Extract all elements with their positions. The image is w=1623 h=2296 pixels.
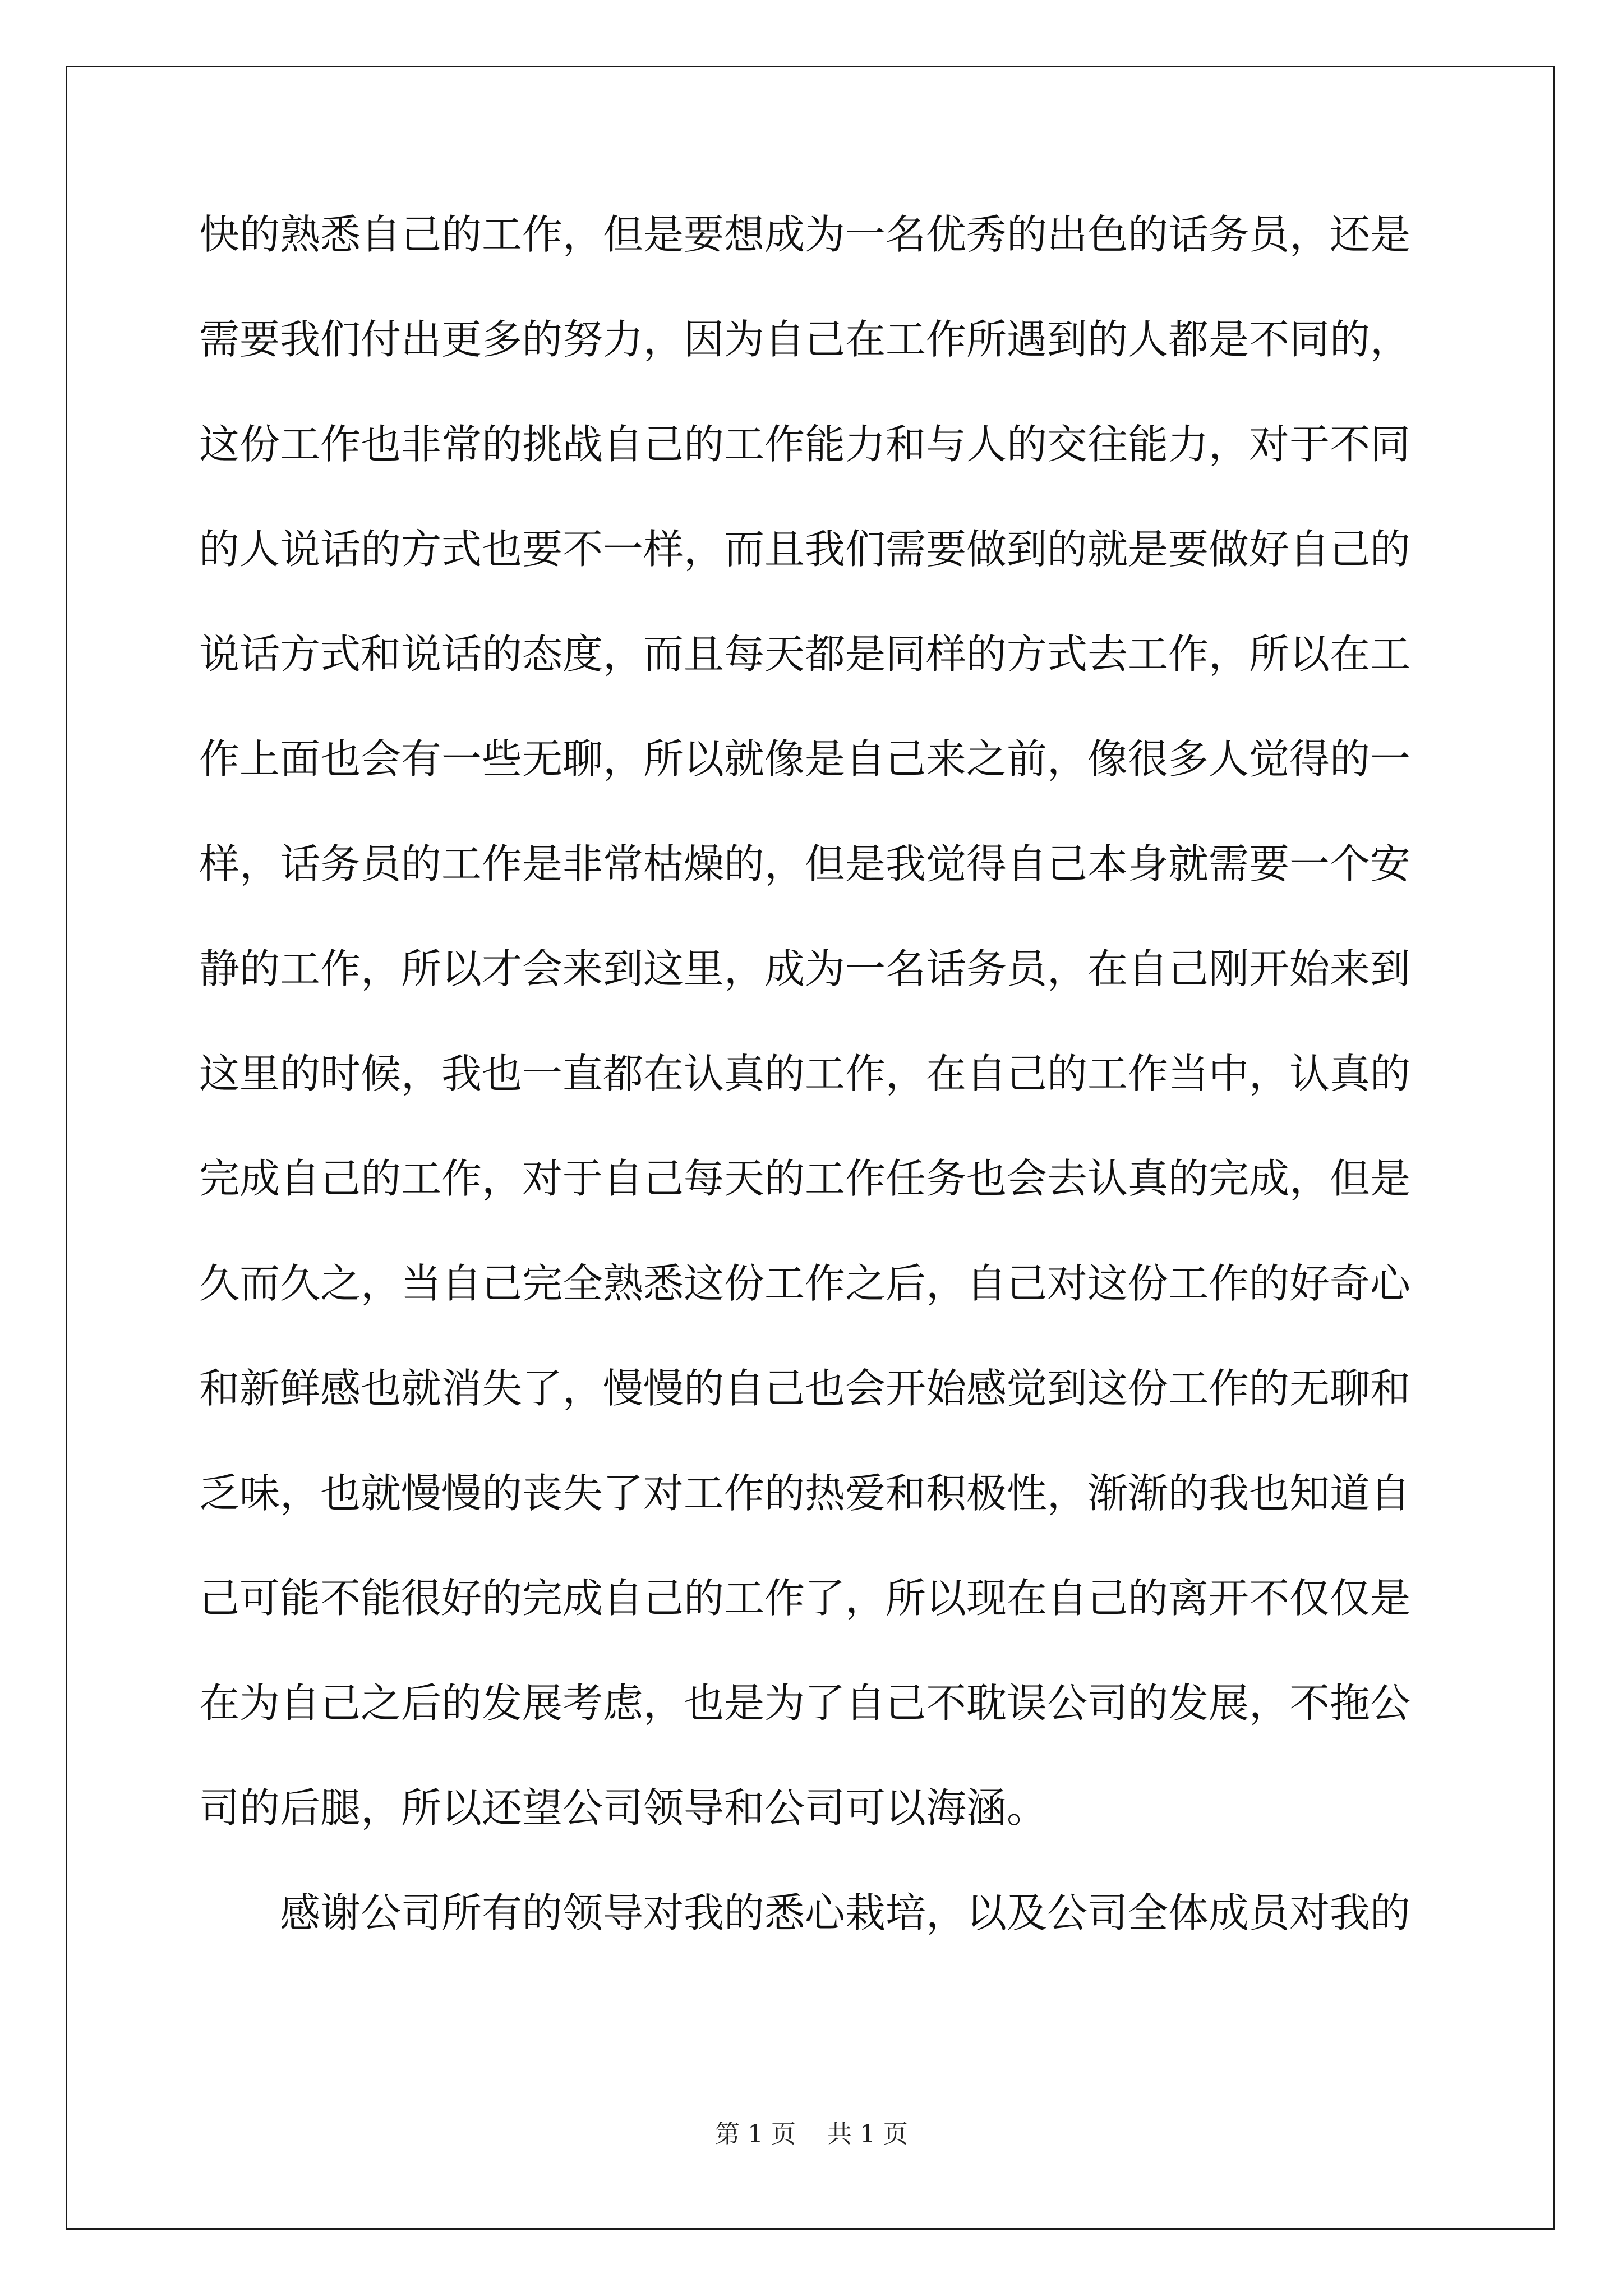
text-line: 作上面也会有一些无聊，所以就像是自己来之前，像很多人觉得的一 [199, 735, 1411, 783]
text-line: 快的熟悉自己的工作，但是要想成为一名优秀的出色的话务员，还是 [199, 211, 1411, 258]
text-line: 静的工作，所以才会来到这里，成为一名话务员，在自己刚开始来到 [199, 945, 1411, 992]
text-line: 完成自己的工作，对于自己每天的工作任务也会去认真的完成，但是 [199, 1155, 1411, 1202]
text-line: 的人说话的方式也要不一样，而且我们需要做到的就是要做好自己的 [199, 526, 1411, 573]
paragraph-start-line: 感谢公司所有的领导对我的悉心栽培，以及公司全体成员对我的 [280, 1889, 1411, 1936]
text-line: 这里的时候，我也一直都在认真的工作，在自己的工作当中，认真的 [199, 1050, 1411, 1097]
text-line: 样，话务员的工作是非常枯燥的，但是我觉得自己本身就需要一个安 [199, 840, 1411, 887]
document-body [199, 206, 1433, 1990]
page-footer: 第 1 页 共 1 页 [715, 2120, 908, 2148]
text-line: 己可能不能很好的完成自己的工作了，所以现在自己的离开不仅仅是 [199, 1575, 1411, 1622]
text-line: 这份工作也非常的挑战自己的工作能力和与人的交往能力，对于不同 [199, 421, 1411, 468]
text-line: 说话方式和说话的态度，而且每天都是同样的方式去工作，所以在工 [199, 631, 1411, 678]
text-line: 乏味，也就慢慢的丧失了对工作的热爱和积极性，渐渐的我也知道自 [199, 1470, 1411, 1517]
text-line: 需要我们付出更多的努力，因为自己在工作所遇到的人都是不同的， [199, 316, 1411, 363]
text-line: 在为自己之后的发展考虑，也是为了自己不耽误公司的发展，不拖公 [199, 1680, 1411, 1727]
text-line: 久而久之，当自己完全熟悉这份工作之后，自己对这份工作的好奇心 [199, 1260, 1411, 1307]
text-line: 司的后腿，所以还望公司领导和公司可以海涵。 [199, 1784, 1048, 1832]
text-line: 和新鲜感也就消失了，慢慢的自己也会开始感觉到这份工作的无聊和 [199, 1365, 1411, 1412]
